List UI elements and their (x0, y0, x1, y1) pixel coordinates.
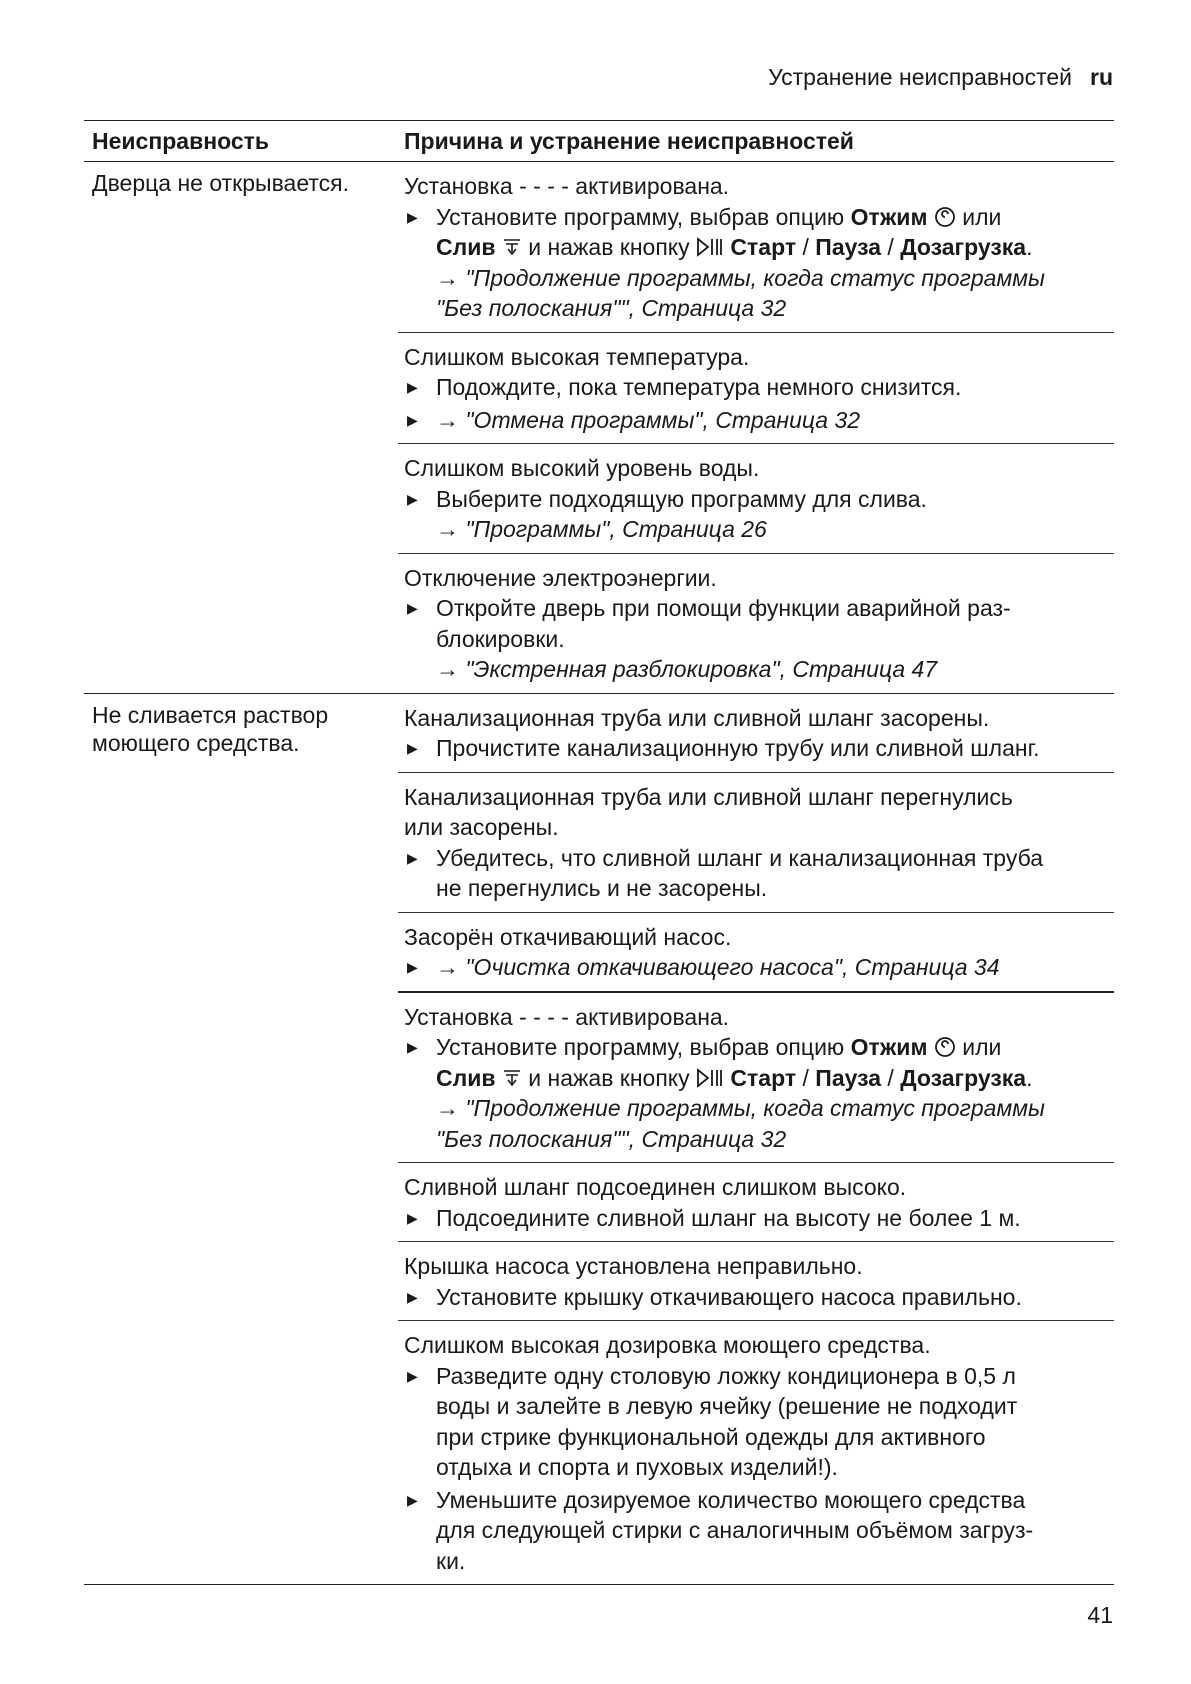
bullet-icon: ▶ (407, 379, 418, 395)
fault-label: Не сливается раствор моющего средства. (92, 701, 329, 756)
cause-text: Канализационная труба или сливной шланг засорены. (404, 704, 990, 731)
step-text: или (955, 1034, 1002, 1060)
fault-group (84, 162, 1114, 694)
step-text: Установите программу, выбрав опцию (436, 203, 851, 230)
page-number: 41 (1087, 1602, 1113, 1628)
reload-label: Дозагрузка (900, 234, 1027, 260)
cross-reference-link[interactable]: → "Отмена программы", Страница 32 (436, 406, 861, 433)
remedy-step: ▶ Уменьшите дозируемое количество моющего средства для следующей стирки с аналогичным объёмом загруз- ки. (404, 1485, 1114, 1577)
remedy-step: ▶ Откройте дверь при помощи функции аварийной раз- блокировки. (404, 593, 1114, 654)
bullet-icon: ▶ (407, 1367, 418, 1384)
pause-label: Пауза (815, 234, 882, 260)
reload-label: Дозагрузка (900, 1064, 1027, 1091)
page-header (768, 64, 1113, 91)
cause-entry (398, 162, 1114, 333)
step-text: Установите программу, выбрав опцию (436, 1034, 851, 1060)
cause-text: Слишком высокая температура. (404, 343, 750, 370)
cause-text: Установка - - - - активирована. (404, 173, 730, 199)
step-text: или (955, 203, 1002, 230)
bullet-icon: ▶ (407, 600, 418, 616)
cause-entry (398, 993, 1114, 1164)
cross-reference-link[interactable]: → "Экстренная разблокировка", Страница 47 (436, 656, 938, 682)
spin-icon (934, 206, 956, 228)
spin-option-label: Отжим (850, 203, 928, 230)
start-pause-icon (696, 236, 724, 258)
cause-text: Установка - - - - активирована. (404, 1003, 730, 1030)
remedy-step: ▶ Подсоедините сливной шланг на высоту не более 1 м. (404, 1203, 1114, 1234)
cause-text: Сливной шланг подсоединен слишком высоко. (404, 1174, 907, 1200)
remedy-step: ▶ Выберите подходящую программу для слива. (404, 484, 1114, 515)
pause-label: Пауза (815, 1064, 882, 1091)
cross-reference-link[interactable]: → "Очистка откачивающего насоса", Страница 34 (436, 954, 1000, 980)
bullet-icon: ▶ (407, 1491, 418, 1508)
bullet-icon: ▶ (407, 740, 418, 756)
remedy-step: ▶ Убедитесь, что сливной шланг и канализационная труба не перегнулись и не засорены. (404, 843, 1114, 904)
cause-text: Слишком высокий уровень воды. (404, 455, 760, 481)
remedy-step: ▶ Установите программу, выбрав опцию Отжим или Слив и нажав кнопку Старт / Пауза / Дозагрузка. (404, 202, 1114, 263)
troubleshooting-table (84, 120, 1114, 1585)
fault-group (84, 694, 1114, 1586)
cause-entry (398, 773, 1114, 913)
cause-entry (398, 554, 1114, 693)
bullet-icon: ▶ (407, 411, 418, 428)
bullet-icon: ▶ (407, 959, 418, 975)
bullet-icon: ▶ (407, 1039, 418, 1055)
step-text: и нажав кнопку (521, 1064, 697, 1091)
cause-entry (398, 1242, 1114, 1321)
bullet-icon: ▶ (407, 208, 418, 225)
step-text: и нажав кнопку (521, 234, 697, 260)
cause-entry (398, 913, 1114, 993)
cross-reference-link[interactable]: → "Программы", Страница 26 (436, 516, 767, 542)
cause-list (398, 694, 1114, 1585)
cross-reference-link[interactable]: → "Продолжение программы, когда статус программы "Без полоскания"", Страница 32 (436, 1095, 1045, 1152)
cause-text: Крышка насоса установлена неправильно. (404, 1253, 863, 1279)
cause-entry (398, 1321, 1114, 1584)
bullet-icon: ▶ (407, 490, 418, 507)
drain-option-label: Слив (436, 234, 496, 260)
remedy-step (404, 405, 1114, 436)
section-title: Устранение неисправностей (768, 64, 1072, 90)
cross-reference-link[interactable]: → "Продолжение программы, когда статус программы "Без полоскания"", Страница 32 (436, 264, 1045, 321)
fault-label: Дверца не открывается. (92, 170, 349, 196)
table-header-row (84, 120, 1114, 162)
start-pause-icon (696, 1067, 724, 1089)
remedy-step: ▶ Установите крышку откачивающего насоса правильно. (404, 1282, 1114, 1313)
language-code: ru (1090, 64, 1113, 90)
cause-text: Засорён откачивающий насос. (404, 923, 732, 950)
drain-icon (502, 1067, 522, 1089)
cause-entry (398, 333, 1114, 445)
cause-entry (398, 694, 1114, 773)
cause-list (398, 162, 1114, 693)
bullet-icon: ▶ (407, 849, 418, 866)
bullet-icon: ▶ (407, 1288, 418, 1305)
bullet-icon: ▶ (407, 1209, 418, 1226)
remedy-step: ▶ Разведите одну столовую ложку кондиционера в 0,5 л воды и залейте в левую ячейку (решение не подходит при стрике функциональной одежды для активного отдыха и спорта и пуховых изделий!). (404, 1361, 1114, 1483)
start-label: Старт (730, 1064, 797, 1091)
column-header-fault: Неисправность (92, 127, 270, 154)
column-header-cause: Причина и устранение неисправностей (404, 127, 854, 154)
remedy-step (404, 952, 1114, 983)
cause-text: Канализационная труба или сливной шланг перегнулись или засорены. (404, 783, 1013, 840)
drain-option-label: Слив (436, 1064, 496, 1091)
cause-text: Слишком высокая дозировка моющего средства. (404, 1332, 931, 1358)
remedy-step: ▶ Подождите, пока температура немного снизится. (404, 372, 1114, 403)
cause-entry (398, 1163, 1114, 1242)
spin-option-label: Отжим (850, 1034, 928, 1060)
remedy-step: ▶ Установите программу, выбрав опцию Отжим или Слив и нажав кнопку Старт / Пауза / Дозагрузка. (404, 1032, 1114, 1093)
remedy-step: ▶ Прочистите канализационную трубу или сливной шланг. (404, 733, 1114, 764)
cause-entry (398, 444, 1114, 554)
drain-icon (502, 236, 522, 258)
start-label: Старт (730, 234, 797, 260)
spin-icon (934, 1036, 956, 1058)
cause-text: Отключение электроэнергии. (404, 564, 717, 591)
